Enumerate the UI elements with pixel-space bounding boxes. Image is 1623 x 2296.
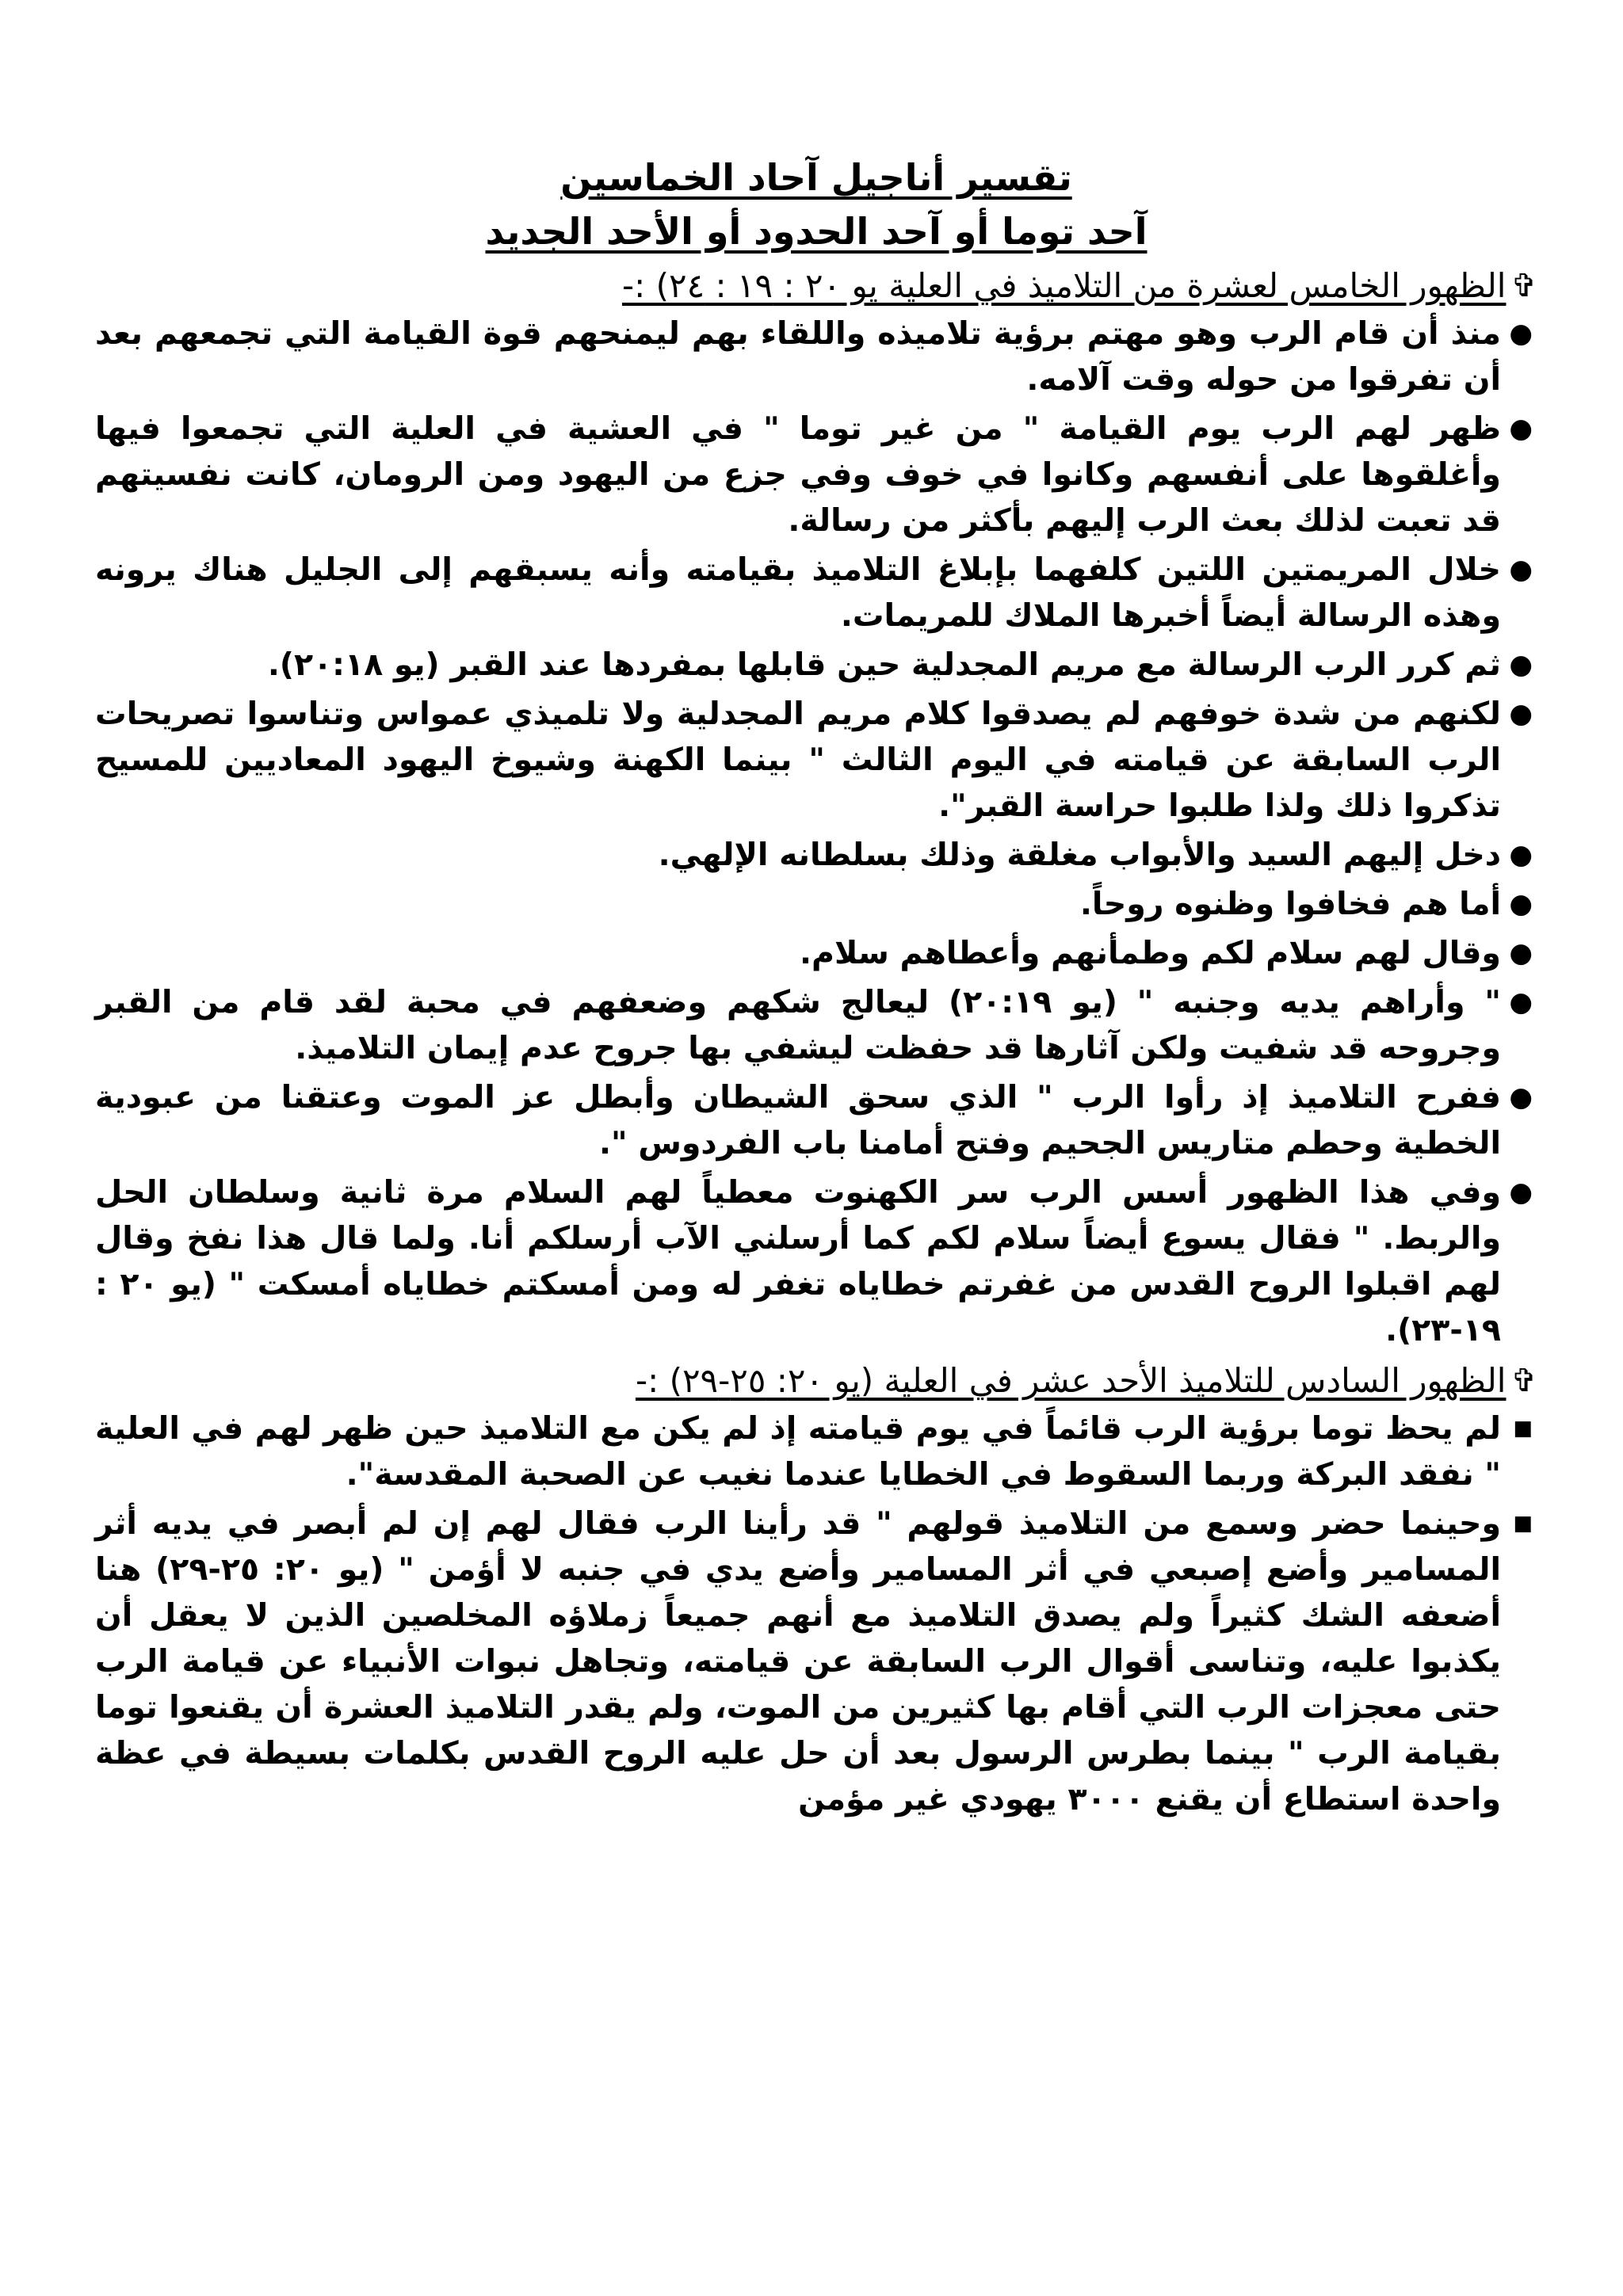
bullet-dot-icon: ●	[1509, 698, 1533, 730]
section-heading-text: الظهور السادس للتلاميذ الأحد عشر في العلية (يو ٢٠: ٢٥-٢٩) :-	[635, 1361, 1507, 1400]
list-item	[95, 311, 1537, 402]
page-title: تقسير أناجيل آحاد الخماسين	[560, 156, 1072, 199]
list-item-text: دخل إليهم السيد والأبواب مغلقة وذلك بسلطانه الإلهي.	[658, 837, 1501, 873]
list-item	[95, 1405, 1537, 1497]
list-item-text: أما هم فخافوا وظنوه روحاً.	[1079, 886, 1501, 922]
document-page	[95, 151, 1537, 1825]
bullet-dot-icon: ●	[1509, 986, 1533, 1018]
section-heading-text: الظهور الخامس لعشرة من التلاميذ في العلية يو ٢٠ : ١٩ : ٢٤) :-	[621, 266, 1507, 305]
list-item-text: " وأراهم يديه وجنبه " (يو ٢٠:١٩) ليعالج شكهم وضعفهم في محبة لقد قام من القبر وجروحه قد شفيت ولكن آثارها قد حفظت ليشفي بها جروح عدم إيمان التلاميذ.	[95, 984, 1501, 1066]
list-item-text: ظهر لهم الرب يوم القيامة " من غير توما " في العشية في العلية التي تجمعوا فيها وأغلقوها على أنفسهم وكانوا في خوف وفي جزع من اليهود ومن الرومان، كانت نفسيتهم قد تعبت لذلك بعث الرب إليهم بأكثر من رسالة.	[95, 410, 1501, 539]
bullet-dot-icon: ●	[1509, 1177, 1533, 1208]
list-item-text: لكنهم من شدة خوفهم لم يصدقوا كلام مريم المجدلية ولا تلميذي عمواس وتناسوا تصريحات الرب السابقة عن قيامته في اليوم الثالث " بينما الكهنة وشيوخ اليهود المعاديين للمسيح تذكروا ذلك ولذا طلبوا حراسة القبر".	[95, 696, 1501, 824]
cross-icon: ✞	[1510, 1363, 1537, 1399]
list-item-text: وقال لهم سلام لكم وطمأنهم وأعطاهم سلام.	[800, 935, 1501, 971]
list-item	[95, 642, 1537, 688]
list-item-text: وحينما حضر وسمع من التلاميذ قولهم " قد رأينا الرب فقال لهم إن لم أبصر في يديه أثر المسامير وأضع إصبعي في أثر المسامير وأضع يدي في جنبه لا أؤمن " (يو ٢٠: ٢٥-٢٩) هنا أضعفه الشك كثيراً ولم يصدق التلاميذ مع أنهم جميعاً زملاؤه المخلصين الذين لا يعقل أن يكذبوا عليه، وتناسى أقوال الرب السابقة عن قيامته، وتجاهل نبوات الأنبياء عن قيامة الرب حتى معجزات الرب التي أقام بها كثيرين من الموت، ولم يقدر التلاميذ العشرة أن يقنعوا توما بقيامة الرب " بينما بطرس الرسول بعد أن حل عليه الروح القدس بكلمات بسيطة في عظة واحدة استطاع أن يقنع ٣٠٠٠ يهودي غير مؤمن	[95, 1505, 1501, 1817]
list-item-text: لم يحظ توما برؤية الرب قائماً في يوم قيامته إذ لم يكن مع التلاميذ حين ظهر لهم في العلية " نفقد البركة وربما السقوط في الخطايا عندما نغيب عن الصحبة المقدسة".	[95, 1410, 1501, 1493]
cross-icon: ✞	[1510, 268, 1537, 304]
list-item	[95, 979, 1537, 1071]
list-item	[95, 406, 1537, 543]
bullet-dot-icon: ●	[1509, 318, 1533, 349]
list-item	[95, 1501, 1537, 1822]
bullet-square-icon: ■	[1513, 1512, 1533, 1535]
list-item-text: ففرح التلاميذ إذ رأوا الرب " الذي سحق الشيطان وأبطل عز الموت وعتقنا من عبودية الخطية وحطم متاريس الجحيم وفتح أمامنا باب الفردوس ".	[95, 1079, 1501, 1161]
list-item	[95, 832, 1537, 878]
bullet-list-sixth-appearance	[95, 1405, 1537, 1822]
bullet-dot-icon: ●	[1509, 554, 1533, 585]
list-item-text: منذ أن قام الرب وهو مهتم برؤية تلاميذه واللقاء بهم ليمنحهم قوة القيامة التي تجمعهم بعد أن تفرقوا من حوله وقت آلامه.	[95, 315, 1501, 398]
list-item	[95, 547, 1537, 639]
list-item	[95, 1074, 1537, 1166]
list-item	[95, 691, 1537, 829]
list-item-text: خلال المريمتين اللتين كلفهما بإبلاغ التلاميذ بقيامته وأنه يسبقهم إلى الجليل هناك يرونه وهذه الرسالة أيضاً أخبرها الملاك للمريمات.	[95, 551, 1501, 634]
list-item	[95, 930, 1537, 976]
list-item-text: ثم كرر الرب الرسالة مع مريم المجدلية حين قابلها بمفردها عند القبر (يو ٢٠:١٨).	[267, 646, 1501, 683]
section-heading-sixth-appearance	[95, 1358, 1537, 1404]
bullet-dot-icon: ●	[1509, 649, 1533, 681]
page-subtitle: آحد توما أو آحد الحدود أو الأحد الجديد	[485, 210, 1148, 253]
bullet-dot-icon: ●	[1509, 937, 1533, 969]
bullet-dot-icon: ●	[1509, 413, 1533, 444]
list-item	[95, 1169, 1537, 1353]
bullet-dot-icon: ●	[1509, 1081, 1533, 1113]
bullet-dot-icon: ●	[1509, 888, 1533, 920]
list-item-text: وفي هذا الظهور أسس الرب سر الكهنوت معطياً لهم السلام مرة ثانية وسلطان الحل والربط. " فقال يسوع أيضاً سلام لكم كما أرسلني الآب أرسلكم أنا. ولما قال هذا نفخ وقال لهم اقبلوا الروح القدس من غفرتم خطاياه تغفر له ومن أمسكتم خطاياه أمسكت " (يو ٢٠ : ١٩-٢٣).	[95, 1174, 1501, 1348]
list-item	[95, 881, 1537, 927]
bullet-list-fifth-appearance	[95, 311, 1537, 1353]
bullet-dot-icon: ●	[1509, 839, 1533, 871]
section-heading-fifth-appearance	[95, 263, 1537, 309]
bullet-square-icon: ■	[1513, 1417, 1533, 1440]
